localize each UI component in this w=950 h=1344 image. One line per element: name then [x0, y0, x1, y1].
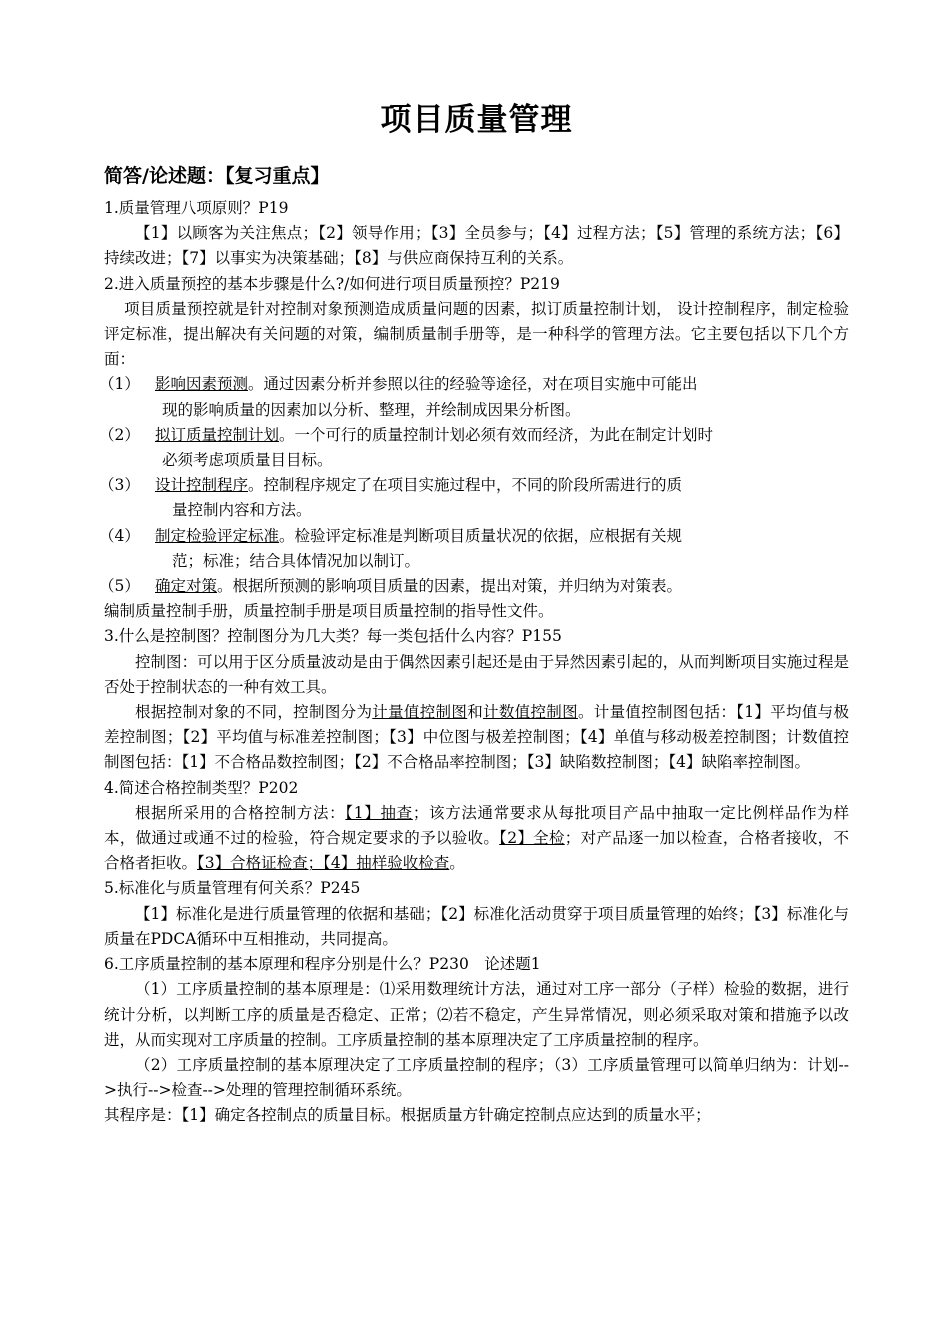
list-item-continuation: 量控制内容和方法。 [172, 501, 312, 520]
chart-type-term: 计数值控制图 [483, 703, 578, 722]
list-item-text: 。通过因素分析并参照以往的经验等途径，对在项目实施中可能出 [248, 375, 698, 394]
list-item-continuation: 必须考虑项质量目目标。 [162, 451, 333, 470]
list-item-text: 。控制程序规定了在项目实施过程中，不同的阶段所需进行的质 [248, 476, 683, 495]
list-item-term: 影响因素预测 [155, 375, 249, 394]
list-item-number: （3） [99, 476, 140, 495]
list-item-number: （5） [99, 577, 140, 596]
list-item [99, 524, 849, 549]
chart-type-term: 计量值控制图 [372, 703, 468, 722]
list-item-text: 。检验评定标准是判断项目质量状况的依据，应根据有关规 [279, 526, 683, 545]
control-type-term: 【2】全检 [499, 829, 565, 848]
list-item-term: 设计控制程序 [155, 476, 249, 495]
answer-6-procedure: 其程序是：【1】确定各控制点的质量目标。根据质量方针确定控制点应达到的质量水平； [104, 1106, 711, 1125]
answer-2-intro: 项目质量预控就是针对控制对象预测造成质量问题的因素，拟订质量控制计划， 设计控制程序，制定检验评定标准，提出解决有关问题的对策，编制质量制手册等，是一种科学的管理方法。它主要包括以下几个方面： [104, 299, 849, 369]
answer-5: 【1】标准化是进行质量管理的依据和基础；【2】标准化活动贯穿于项目质量管理的始终；【3】标准化与质量在PDCA循环中互相推动，共同提高。 [104, 904, 849, 948]
list-item [99, 473, 849, 498]
text-run: 根据控制对象的不同，控制图分为 [135, 703, 373, 722]
answer-3-types [104, 700, 849, 776]
question-3: 3.什么是控制图？控制图分为几大类？每一类包括什么内容？P155 [104, 627, 562, 646]
text-run: 。 [449, 854, 465, 873]
list-item [99, 574, 849, 599]
list-item-continuation: 现的影响质量的因素加以分析、整理，并绘制成因果分析图。 [162, 400, 581, 419]
list-item-number: （4） [99, 526, 140, 545]
list-item [99, 372, 849, 397]
list-item-text: 。根据所预测的影响项目质量的因素，提出对策，并归纳为对策表。 [217, 577, 683, 596]
control-type-term: 【3】合格证检查；【4】抽样验收检查 [197, 854, 450, 873]
control-type-term: 【1】抽查 [345, 803, 413, 822]
list-item-term: 确定对策 [155, 577, 218, 596]
section-subtitle: 简答/论述题：【复习重点】 [104, 165, 330, 187]
list-item-number: （1） [99, 375, 140, 394]
answer-6-principle: （1）工序质量控制的基本原理是：⑴采用数理统计方法，通过对工序一部分（子样）检验的数据，进行统计分析，以判断工序的质量是否稳定、正常；⑵若不稳定，产生异常情况，则必须采取对策和措施予以改进，从而实现对工序质量的控制。工序质量控制的基本原理决定了工序质量控制的程序。 [104, 980, 849, 1049]
question-2: 2.进入质量预控的基本步骤是什么?/如何进行项目质量预控？P219 [104, 274, 560, 293]
answer-1: 【1】以顾客为关注焦点；【2】领导作用；【3】全员参与；【4】过程方法；【5】管理的系统方法；【6】持续改进；【7】以事实为决策基础；【8】与供应商保持互利的关系。 [104, 224, 849, 268]
document-page [99, 100, 849, 1129]
list-item-term: 制定检验评定标准 [155, 526, 280, 545]
list-item-text: 。一个可行的质量控制计划必须有效而经济，为此在制定计划时 [279, 425, 714, 444]
question-6: 6.工序质量控制的基本原理和程序分别是什么？P230 论述题1 [104, 955, 541, 974]
text-run: 。计量值控制图包括：【1】平均值与极差控制图；【2】平均值与标准差控制图；【3】中位图与极差控制图；【4】单值与移动极差控制图；计数值控制图包括：【1】不合格品数控制图；【2】不合格品率控制图；【3】缺陷数控制图；【4】缺陷率控制图。 [104, 703, 849, 772]
list-item-number: （2） [99, 425, 140, 444]
list-item [99, 423, 849, 448]
answer-6-cycle: （2）工序质量控制的基本原理决定了工序质量控制的程序；（3）工序质量管理可以简单归纳为：计划-->执行-->检查-->处理的管理控制循环系统。 [104, 1055, 849, 1100]
answer-3-definition: 控制图：可以用于区分质量波动是由于偶然因素引起还是由于异然因素引起的，从而判断项目实施过程是否处于控制状态的一种有效工具。 [104, 652, 849, 696]
page-title: 项目质量管理 [380, 102, 573, 138]
list-item-continuation: 范；标准；结合具体情况加以制订。 [172, 551, 421, 570]
text-run: 和 [467, 703, 484, 722]
answer-4 [104, 801, 849, 877]
question-1: 1.质量管理八项原则？P19 [104, 199, 289, 217]
text-run: ；对产品逐一加以检查，合格者接收，不合格者拒收。 [104, 829, 849, 873]
text-run: 根据所采用的合格控制方法： [135, 803, 346, 822]
text-run: ；该方法通常要求从每批项目产品中抽取一定比例样品作为样本，做通过或通不过的检验，符合规定要求的予以验收。 [104, 803, 849, 848]
answer-2-closing: 编制质量控制手册，质量控制手册是项目质量控制的指导性文件。 [104, 602, 554, 621]
question-4: 4.简述合格控制类型？P202 [104, 778, 299, 797]
question-5: 5.标准化与质量管理有何关系？P245 [104, 879, 361, 898]
list-item-term: 拟订质量控制计划 [155, 425, 280, 444]
